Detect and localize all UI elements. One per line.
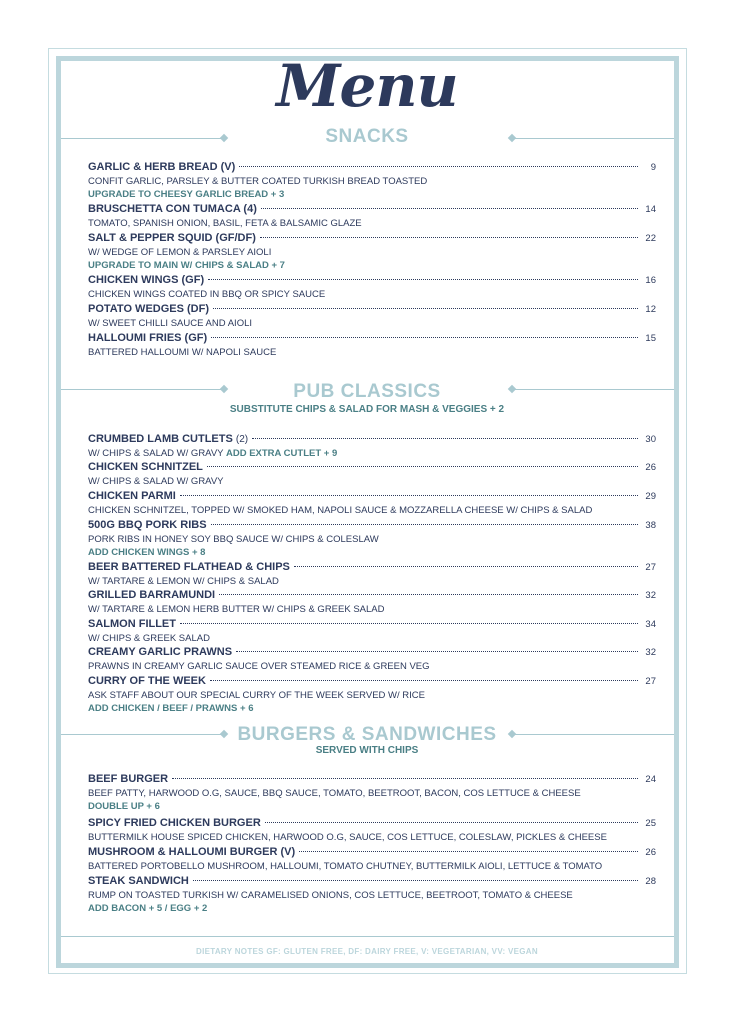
item-extra: ADD CHICKEN / BEEF / PRAWNS + 6 — [88, 703, 254, 714]
item-price: 32 — [645, 647, 656, 658]
item-name: 500G BBQ PORK RIBS — [88, 519, 207, 531]
item-name: SALT & PEPPER SQUID (GF/DF) — [88, 232, 256, 244]
item-name: CURRY OF THE WEEK — [88, 675, 206, 687]
menu-item — [88, 274, 656, 301]
item-extra: UPGRADE TO CHEESY GARLIC BREAD + 3 — [88, 189, 285, 200]
item-price: 26 — [645, 847, 656, 858]
item-price: 14 — [645, 204, 656, 215]
item-name: BEER BATTERED FLATHEAD & CHIPS — [88, 561, 290, 573]
item-name: CHICKEN WINGS (GF) — [88, 274, 205, 286]
item-description: W/ CHIPS & GREEK SALAD — [88, 633, 210, 644]
item-name: BEEF BURGER — [88, 773, 169, 785]
menu-item — [88, 303, 656, 330]
item-quantity: (2) — [235, 434, 249, 445]
menu-item — [88, 433, 656, 460]
section-subheading-burgers: SERVED WITH CHIPS — [315, 745, 419, 756]
menu-item — [88, 561, 656, 588]
menu-item — [88, 490, 656, 517]
menu-item — [88, 589, 656, 616]
item-price: 25 — [645, 818, 656, 829]
menu-item — [88, 773, 656, 813]
menu-item — [88, 203, 656, 230]
item-name: HALLOUMI FRIES (GF) — [88, 332, 208, 344]
item-name: MUSHROOM & HALLOUMI BURGER (V) — [88, 846, 296, 858]
item-description: RUMP ON TOASTED TURKISH W/ CARAMELISED ONIONS, COS LETTUCE, BEETROOT, TOMATO & CHEESE — [88, 890, 573, 901]
item-description: CHICKEN WINGS COATED IN BBQ OR SPICY SAUCE — [88, 289, 326, 300]
item-description: PORK RIBS IN HONEY SOY BBQ SAUCE W/ CHIPS & COLESLAW — [88, 534, 379, 545]
item-description: BUTTERMILK HOUSE SPICED CHICKEN, HARWOOD O.G, SAUCE, COS LETTUCE, COLESLAW, PICKLES & CHEESE — [88, 832, 607, 843]
menu-item — [88, 846, 656, 873]
item-description: CHICKEN SCHNITZEL, TOPPED W/ SMOKED HAM, NAPOLI SAUCE & MOZZARELLA CHEESE W/ CHIPS & SALAD — [88, 505, 593, 516]
item-name: SPICY FRIED CHICKEN BURGER — [88, 817, 261, 829]
item-description: W/ CHIPS & SALAD W/ GRAVY ADD EXTRA CUTLET + 9 — [88, 448, 338, 459]
item-description: TOMATO, SPANISH ONION, BASIL, FETA & BALSAMIC GLAZE — [88, 218, 362, 229]
menu-item — [88, 332, 656, 359]
menu-item — [88, 875, 656, 915]
item-price: 26 — [645, 462, 656, 473]
item-description: W/ SWEET CHILLI SAUCE AND AIOLI — [88, 318, 253, 329]
item-description: BATTERED HALLOUMI W/ NAPOLI SAUCE — [88, 347, 277, 358]
menu-item — [88, 232, 656, 272]
item-description: BEEF PATTY, HARWOOD O.G, SAUCE, BBQ SAUCE, TOMATO, BEETROOT, BACON, COS LETTUCE & CHEESE — [88, 788, 581, 799]
item-price: 12 — [645, 304, 656, 315]
item-extra: ADD BACON + 5 / EGG + 2 — [88, 903, 208, 914]
item-description: CONFIT GARLIC, PARSLEY & BUTTER COATED TURKISH BREAD TOASTED — [88, 176, 428, 187]
section-heading-pub-classics: PUB CLASSICS — [293, 381, 441, 402]
menu-item — [88, 618, 656, 645]
item-description: PRAWNS IN CREAMY GARLIC SAUCE OVER STEAMED RICE & GREEN VEG — [88, 661, 430, 672]
menu-item — [88, 817, 656, 844]
item-extra: ADD EXTRA CUTLET + 9 — [225, 448, 338, 459]
item-description: W/ TARTARE & LEMON W/ CHIPS & SALAD — [88, 576, 279, 587]
item-extra: UPGRADE TO MAIN W/ CHIPS & SALAD + 7 — [88, 260, 285, 271]
dietary-notes: DIETARY NOTES GF: GLUTEN FREE, DF: DAIRY FREE, V: VEGETARIAN, VV: VEGAN — [196, 947, 538, 956]
item-name: CREAMY GARLIC PRAWNS — [88, 646, 233, 658]
section-heading-burgers: BURGERS & SANDWICHES — [237, 724, 497, 745]
item-description: ASK STAFF ABOUT OUR SPECIAL CURRY OF THE WEEK SERVED W/ RICE — [88, 690, 425, 701]
menu-item — [88, 675, 656, 715]
item-name: GARLIC & HERB BREAD (V) — [88, 161, 236, 173]
item-price: 27 — [645, 562, 656, 573]
item-description: BATTERED PORTOBELLO MUSHROOM, HALLOUMI, TOMATO CHUTNEY, BUTTERMILK AIOLI, LETTUCE & TOMATO — [88, 861, 603, 872]
menu-item — [88, 161, 656, 201]
item-price: 16 — [645, 275, 656, 286]
footer-divider — [61, 936, 674, 937]
item-name: STEAK SANDWICH — [88, 875, 189, 887]
item-price: 27 — [645, 676, 656, 687]
menu-item — [88, 646, 656, 673]
item-name: CHICKEN SCHNITZEL — [88, 461, 203, 473]
item-description: W/ TARTARE & LEMON HERB BUTTER W/ CHIPS & GREEK SALAD — [88, 604, 385, 615]
item-name: GRILLED BARRAMUNDI — [88, 589, 216, 601]
menu-item — [88, 519, 656, 559]
menu-item — [88, 461, 656, 488]
item-price: 34 — [645, 619, 656, 630]
section-heading-snacks: SNACKS — [325, 126, 409, 147]
item-price: 30 — [645, 434, 656, 445]
item-name: BRUSCHETTA CON TUMACA (4) — [88, 203, 257, 215]
item-price: 28 — [645, 876, 656, 887]
item-description: W/ CHIPS & SALAD W/ GRAVY — [88, 476, 224, 487]
item-name: SALMON FILLET — [88, 618, 176, 630]
item-name: CHICKEN PARMI — [88, 490, 176, 502]
item-extra: DOUBLE UP + 6 — [88, 801, 160, 812]
item-price: 38 — [645, 520, 656, 531]
item-price: 9 — [650, 162, 656, 173]
item-price: 32 — [645, 590, 656, 601]
item-price: 29 — [645, 491, 656, 502]
item-name: CRUMBED LAMB CUTLETS (2) — [88, 433, 249, 445]
item-price: 15 — [645, 333, 656, 344]
item-extra: ADD CHICKEN WINGS + 8 — [88, 547, 206, 558]
item-name: POTATO WEDGES (DF) — [88, 303, 209, 315]
menu-title: Menu — [276, 52, 458, 120]
item-description: W/ WEDGE OF LEMON & PARSLEY AIOLI — [88, 247, 272, 258]
section-subheading-pub-classics: SUBSTITUTE CHIPS & SALAD FOR MASH & VEGGIES + 2 — [229, 404, 505, 415]
item-price: 22 — [645, 233, 656, 244]
item-price: 24 — [645, 774, 656, 785]
